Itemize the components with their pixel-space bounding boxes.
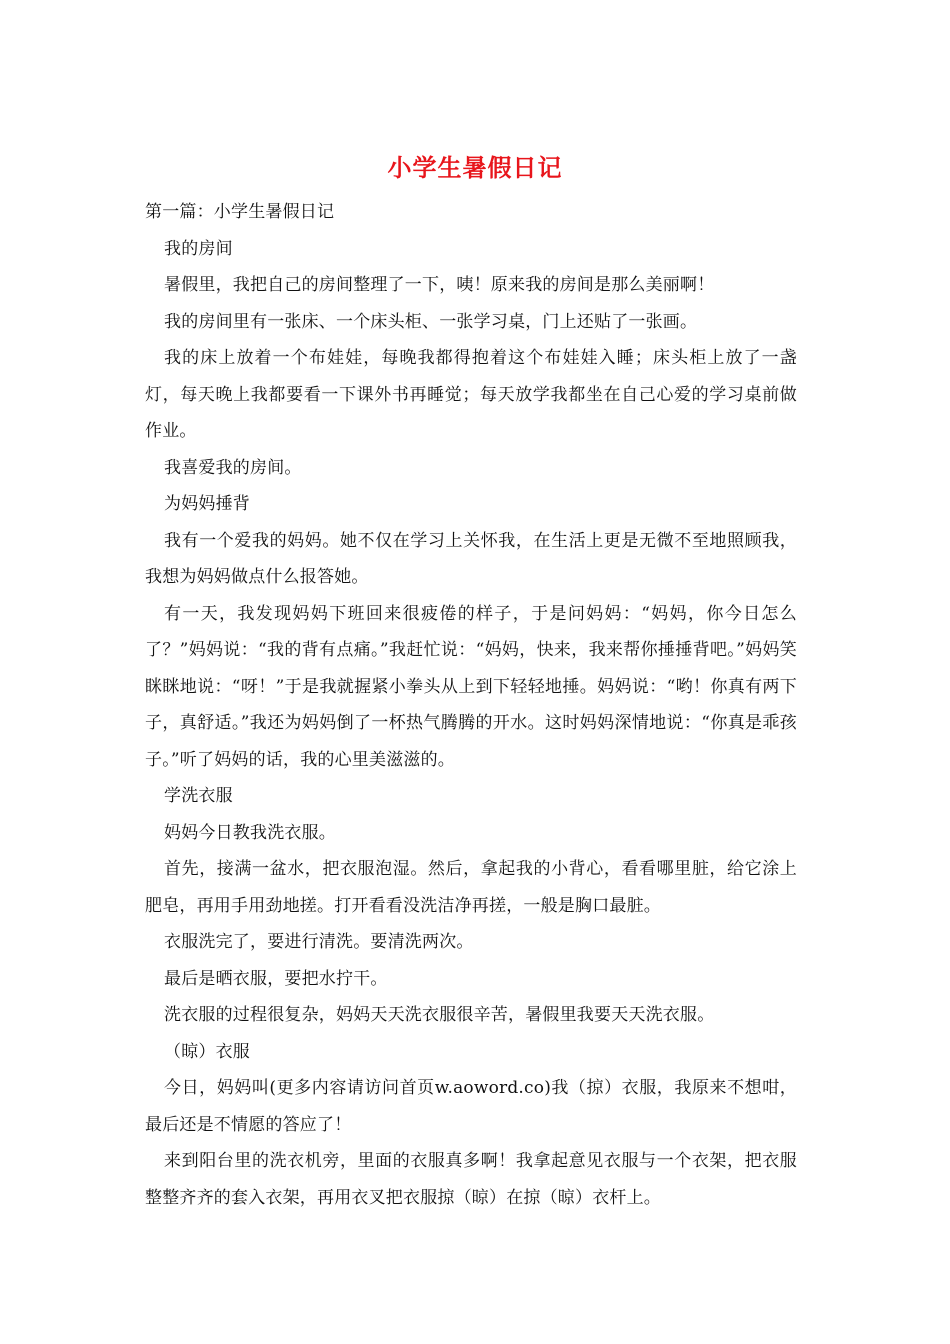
paragraph: 衣服洗完了，要进行清洗。要清洗两次。	[164, 932, 474, 952]
paragraph: 洗衣服的过程很复杂，妈妈天天洗衣服很辛苦，暑假里我要天天洗衣服。	[164, 1005, 715, 1025]
paragraph: 我的床上放着一个布娃娃，每晚我都得抱着这个布娃娃入睡；床头柜上放了一盏灯，每天晚上我都要看一下课外书再睡觉；每天放学我都坐在自己心爱的学习桌前做作业。	[145, 348, 797, 441]
paragraph: 首先，接满一盆水，把衣服泡湿。然后，拿起我的小背心，看看哪里脏，给它涂上肥皂，再用手用劲地搓。打开看看没洗洁净再搓，一般是胸口最脏。	[145, 859, 797, 916]
subtitle-hang-clothes: （晾）衣服	[164, 1041, 250, 1062]
paragraph: 我的房间里有一张床、一个床头柜、一张学习桌，门上还贴了一张画。	[164, 311, 698, 332]
paragraph: 暑假里，我把自己的房间整理了一下，咦！原来我的房间是那么美丽啊！	[164, 275, 715, 295]
paragraph: 我喜爱我的房间。	[164, 457, 302, 478]
paragraph: 最后是晒衣服，要把水拧干。	[164, 968, 388, 989]
section-heading: 第一篇：小学生暑假日记	[145, 202, 335, 222]
page-title: 小学生暑假日记	[387, 153, 563, 182]
paragraph: 今日，妈妈叫(更多内容请访问首页w.aoword.co)我（掠）衣服，我原来不想咁，最后还是不情愿的答应了！	[145, 1078, 797, 1135]
subtitle-my-room: 我的房间	[164, 238, 233, 259]
document-body	[145, 194, 797, 1216]
paragraph: 妈妈今日教我洗衣服。	[164, 822, 336, 843]
subtitle-wash-clothes: 学洗衣服	[164, 786, 233, 806]
subtitle-massage-mom: 为妈妈捶背	[164, 494, 250, 514]
paragraph: 我有一个爱我的妈妈。她不仅在学习上关怀我，在生活上更是无微不至地照顾我，我想为妈妈做点什么报答她。	[145, 530, 797, 587]
paragraph: 来到阳台里的洗衣机旁，里面的衣服真多啊！我拿起意见衣服与一个衣架，把衣服整整齐齐的套入衣架，再用衣叉把衣服掠（晾）在掠（晾）衣杆上。	[145, 1151, 797, 1208]
paragraph: 有一天，我发现妈妈下班回来很疲倦的样子，于是问妈妈：“妈妈，你今日怎么了？”妈妈说：“我的背有点痛。”我赶忙说：“妈妈，快来，我来帮你捶捶背吧。”妈妈笑眯眯地说：“呀！”于是我就握紧小拳头从上到下轻轻地捶。妈妈说：“哟！你真有两下子，真舒适。”我还为妈妈倒了一杯热气腾腾的开水。这时妈妈深情地说：“你真是乖孩子。”听了妈妈的话，我的心里美滋滋的。	[145, 603, 797, 770]
